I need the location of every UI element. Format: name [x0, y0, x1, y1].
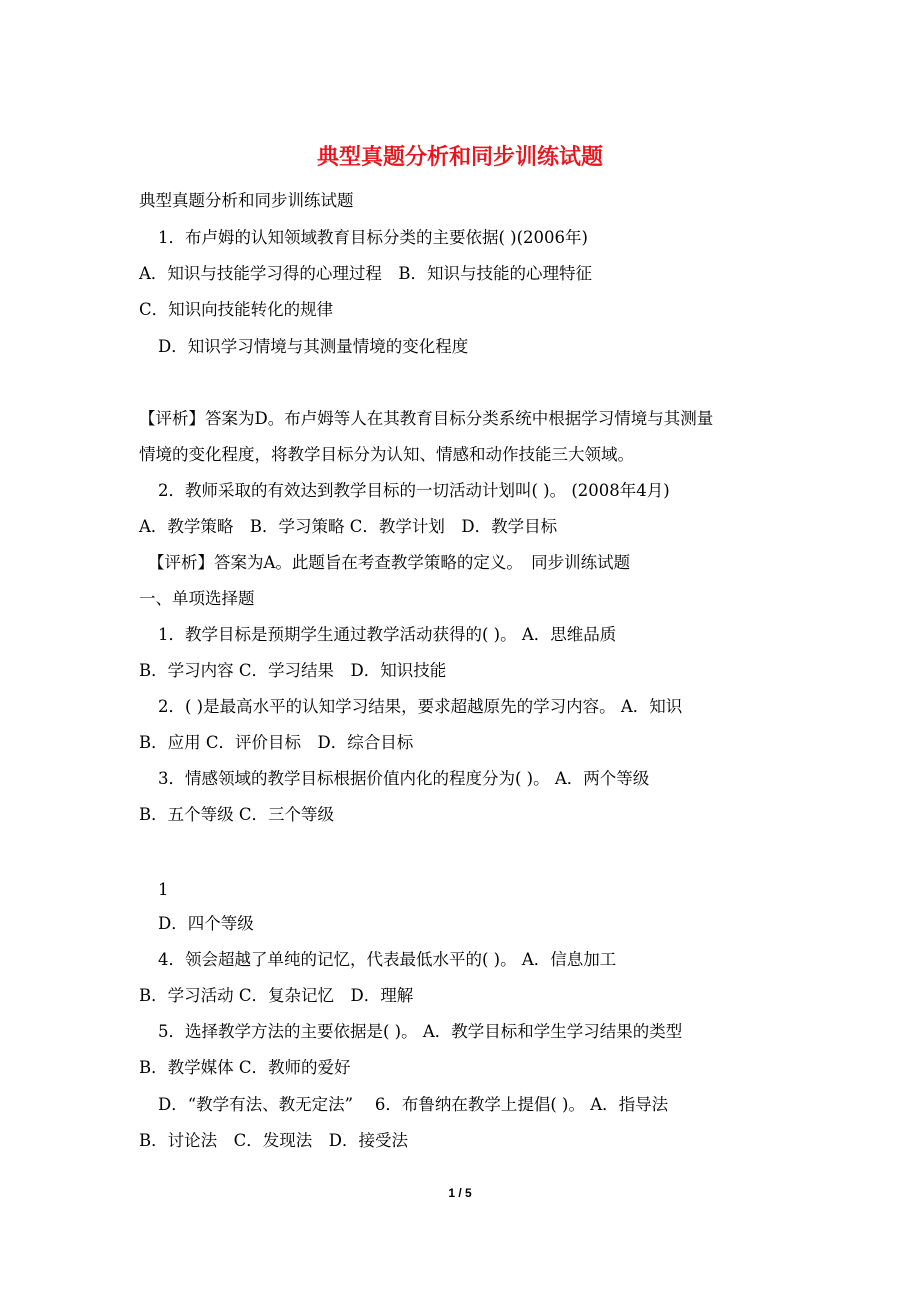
- option-line: B．学习活动 C．复杂记忆 D．理解: [139, 986, 414, 1005]
- option-line: B．讨论法 C．发现法 D．接受法: [139, 1131, 408, 1150]
- question-line: 5．选择教学方法的主要依据是( )。 A．教学目标和学生学习结果的类型: [158, 1022, 683, 1041]
- option-line: D．四个等级: [158, 914, 254, 933]
- option-line: B．教学媒体 C．教师的爱好: [139, 1058, 351, 1077]
- option-line: B．五个等级 C．三个等级: [139, 805, 334, 824]
- question-line: 2．教师采取的有效达到教学目标的一切活动计划叫( )。 (2008年4月): [158, 481, 670, 500]
- option-line: A．知识与技能学习得的心理过程 B．知识与技能的心理特征: [139, 264, 593, 283]
- page-title: 典型真题分析和同步训练试题: [316, 144, 603, 170]
- question-line: D．“教学有法、教无定法” 6．布鲁纳在教学上提倡( )。 A．指导法: [158, 1095, 669, 1114]
- inline-page-number: 1: [158, 880, 169, 899]
- question-line: 3．情感领域的教学目标根据价值内化的程度分为( )。 A．两个等级: [158, 769, 650, 788]
- section-heading: 一、单项选择题: [139, 589, 255, 608]
- option-line: D．知识学习情境与其测量情境的变化程度: [158, 337, 469, 356]
- option-line: A．教学策略 B．学习策略 C．教学计划 D．教学目标: [139, 517, 558, 536]
- analysis-line: 【评析】答案为A。此题旨在考查教学策略的定义。 同步训练试题: [148, 553, 631, 572]
- question-line: 4．领会超越了单纯的记忆，代表最低水平的( )。 A．信息加工: [158, 950, 617, 969]
- option-line: B．应用 C．评价目标 D．综合目标: [139, 733, 414, 752]
- page-footer-number: 1 / 5: [448, 1186, 472, 1200]
- question-line: 1．教学目标是预期学生通过教学活动获得的( )。 A．思维品质: [158, 625, 617, 644]
- question-line: 2．( )是最高水平的认知学习结果，要求超越原先的学习内容。 A．知识: [158, 697, 683, 716]
- analysis-line: 【评析】答案为D。布卢姆等人在其教育目标分类系统中根据学习情境与其测量: [139, 409, 714, 428]
- question-line: 1．布卢姆的认知领域教育目标分类的主要依据( )(2006年): [158, 228, 588, 247]
- option-line: B．学习内容 C．学习结果 D．知识技能: [139, 661, 447, 680]
- option-line: C．知识向技能转化的规律: [139, 300, 334, 319]
- analysis-line: 情境的变化程度，将教学目标分为认知、情感和动作技能三大领域。: [139, 445, 634, 464]
- subtitle-line: 典型真题分析和同步训练试题: [139, 191, 354, 210]
